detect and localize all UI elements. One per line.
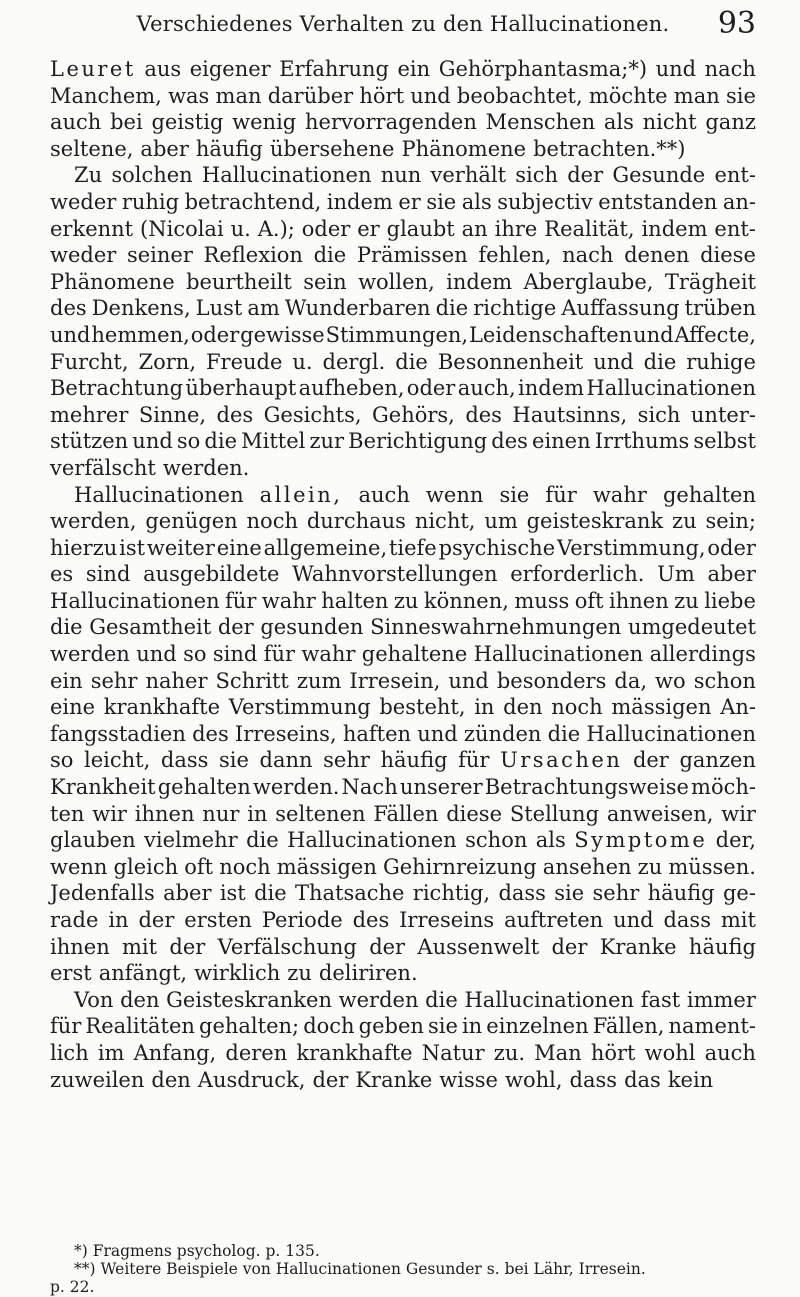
text-line: hierzu ist weiter eine allgemeine, tiefe psychische Verstimmung, oder	[50, 535, 756, 560]
text-line: Jedenfalls aber ist die Thatsache richtig, dass sie sehr häufig ge-	[50, 881, 756, 906]
page-number: 93	[717, 6, 756, 41]
text-line: erkennt (Nicolai u. A.); oder er glaubt an ihre Realität, indem ent-	[50, 216, 756, 241]
footnote-2: **) Weitere Beispiele von Hallucinationen Gesunder s. bei Lähr, Irresein.	[74, 1260, 646, 1278]
text-line: ihnen mit der Verfälschung der Aussenwelt der Kranke häufig	[50, 934, 756, 959]
text-line: seltene, aber häufig übersehene Phänomene betrachten.**)	[50, 136, 686, 161]
text-line: eine krankhafte Verstimmung besteht, in den noch mässigen An-	[50, 695, 756, 720]
text-line: zuweilen den Ausdruck, der Kranke wisse wohl, dass das kein	[50, 1067, 714, 1092]
footnote-1: *) Fragmens psycholog. p. 135.	[74, 1242, 320, 1260]
text-line: Betrachtung überhaupt aufheben, oder auch, indem Hallucinationen	[50, 376, 756, 401]
text-line: werden und so sind für wahr gehaltene Hallucinationen allerdings	[50, 642, 756, 667]
body-text	[50, 56, 756, 1093]
text-line: glauben vielmehr die Hallucinationen schon als Symptome der,	[50, 828, 756, 853]
text-line: wenn gleich oft noch mässigen Gehirnreizung ansehen zu müssen.	[50, 854, 756, 879]
text-line: für Realitäten gehalten; doch geben sie in einzelnen Fällen, nament-	[50, 1014, 756, 1039]
text-line: des Denkens, Lust am Wunderbaren die richtige Auffassung trüben	[50, 296, 756, 321]
text-line: Zu solchen Hallucinationen nun verhält sich der Gesunde ent-	[74, 163, 756, 188]
text-line: es sind ausgebildete Wahnvorstellungen erforderlich. Um aber	[50, 562, 756, 587]
text-line: ten wir ihnen nur in seltenen Fällen diese Stellung anweisen, wir	[50, 801, 756, 826]
text-line: lich im Anfang, deren krankhafte Natur zu. Man hört wohl auch	[50, 1040, 756, 1065]
text-line: fangsstadien des Irreseins, haften und zünden die Hallucinationen	[50, 721, 756, 746]
text-line: Von den Geisteskranken werden die Hallucinationen fast immer	[74, 987, 756, 1012]
text-line: ein sehr naher Schritt zum Irresein, und besonders da, wo schon	[50, 668, 756, 693]
page-header	[50, 6, 756, 50]
text-line: mehrer Sinne, des Gesichts, Gehörs, des Hautsinns, sich unter-	[50, 402, 756, 427]
text-line: Hallucinationen allein, auch wenn sie für wahr gehalten	[74, 482, 756, 507]
text-line: weder seiner Reflexion die Prämissen fehlen, nach denen diese	[50, 243, 756, 268]
running-head: Verschiedenes Verhalten zu den Hallucinationen.	[136, 12, 670, 36]
text-line: und hemmen, oder gewisse Stimmungen, Leidenschaften und Affecte,	[50, 322, 756, 347]
text-line: erst anfängt, wirklich zu deliriren.	[50, 961, 418, 986]
text-line: auch bei geistig wenig hervorragenden Menschen als nicht ganz	[50, 110, 756, 135]
text-line: Hallucinationen für wahr halten zu können, muss oft ihnen zu liebe	[50, 588, 756, 613]
text-line: weder ruhig betrachtend, indem er sie als subjectiv entstanden an-	[50, 189, 756, 214]
text-line: Manchem, was man darüber hört und beobachtet, möchte man sie	[50, 83, 756, 108]
text-line: Phänomene beurtheilt sein wollen, indem Aberglaube, Trägheit	[50, 269, 756, 294]
text-line: rade in der ersten Periode des Irreseins auftreten und dass mit	[50, 908, 756, 932]
text-line: so leicht, dass sie dann sehr häufig für Ursachen der ganzen	[50, 748, 756, 773]
footnotes	[50, 1242, 756, 1296]
text-line: Leuret aus eigener Erfahrung ein Gehörphantasma;*) und nach	[50, 57, 756, 81]
text-line: Krankheit gehalten werden. Nach unserer Betrachtungsweise möch-	[50, 775, 756, 800]
text-line: Furcht, Zorn, Freude u. dergl. die Besonnenheit und die ruhige	[50, 349, 756, 374]
text-line: werden, genügen noch durchaus nicht, um geisteskrank zu sein;	[50, 509, 756, 534]
text-line: verfälscht werden.	[50, 455, 250, 480]
footnote-2-continued: p. 22.	[50, 1278, 95, 1296]
text-line: stützen und so die Mittel zur Berichtigung des einen Irrthums selbst	[50, 429, 756, 454]
text-line: die Gesamtheit der gesunden Sinneswahrnehmungen umgedeutet	[50, 615, 756, 640]
